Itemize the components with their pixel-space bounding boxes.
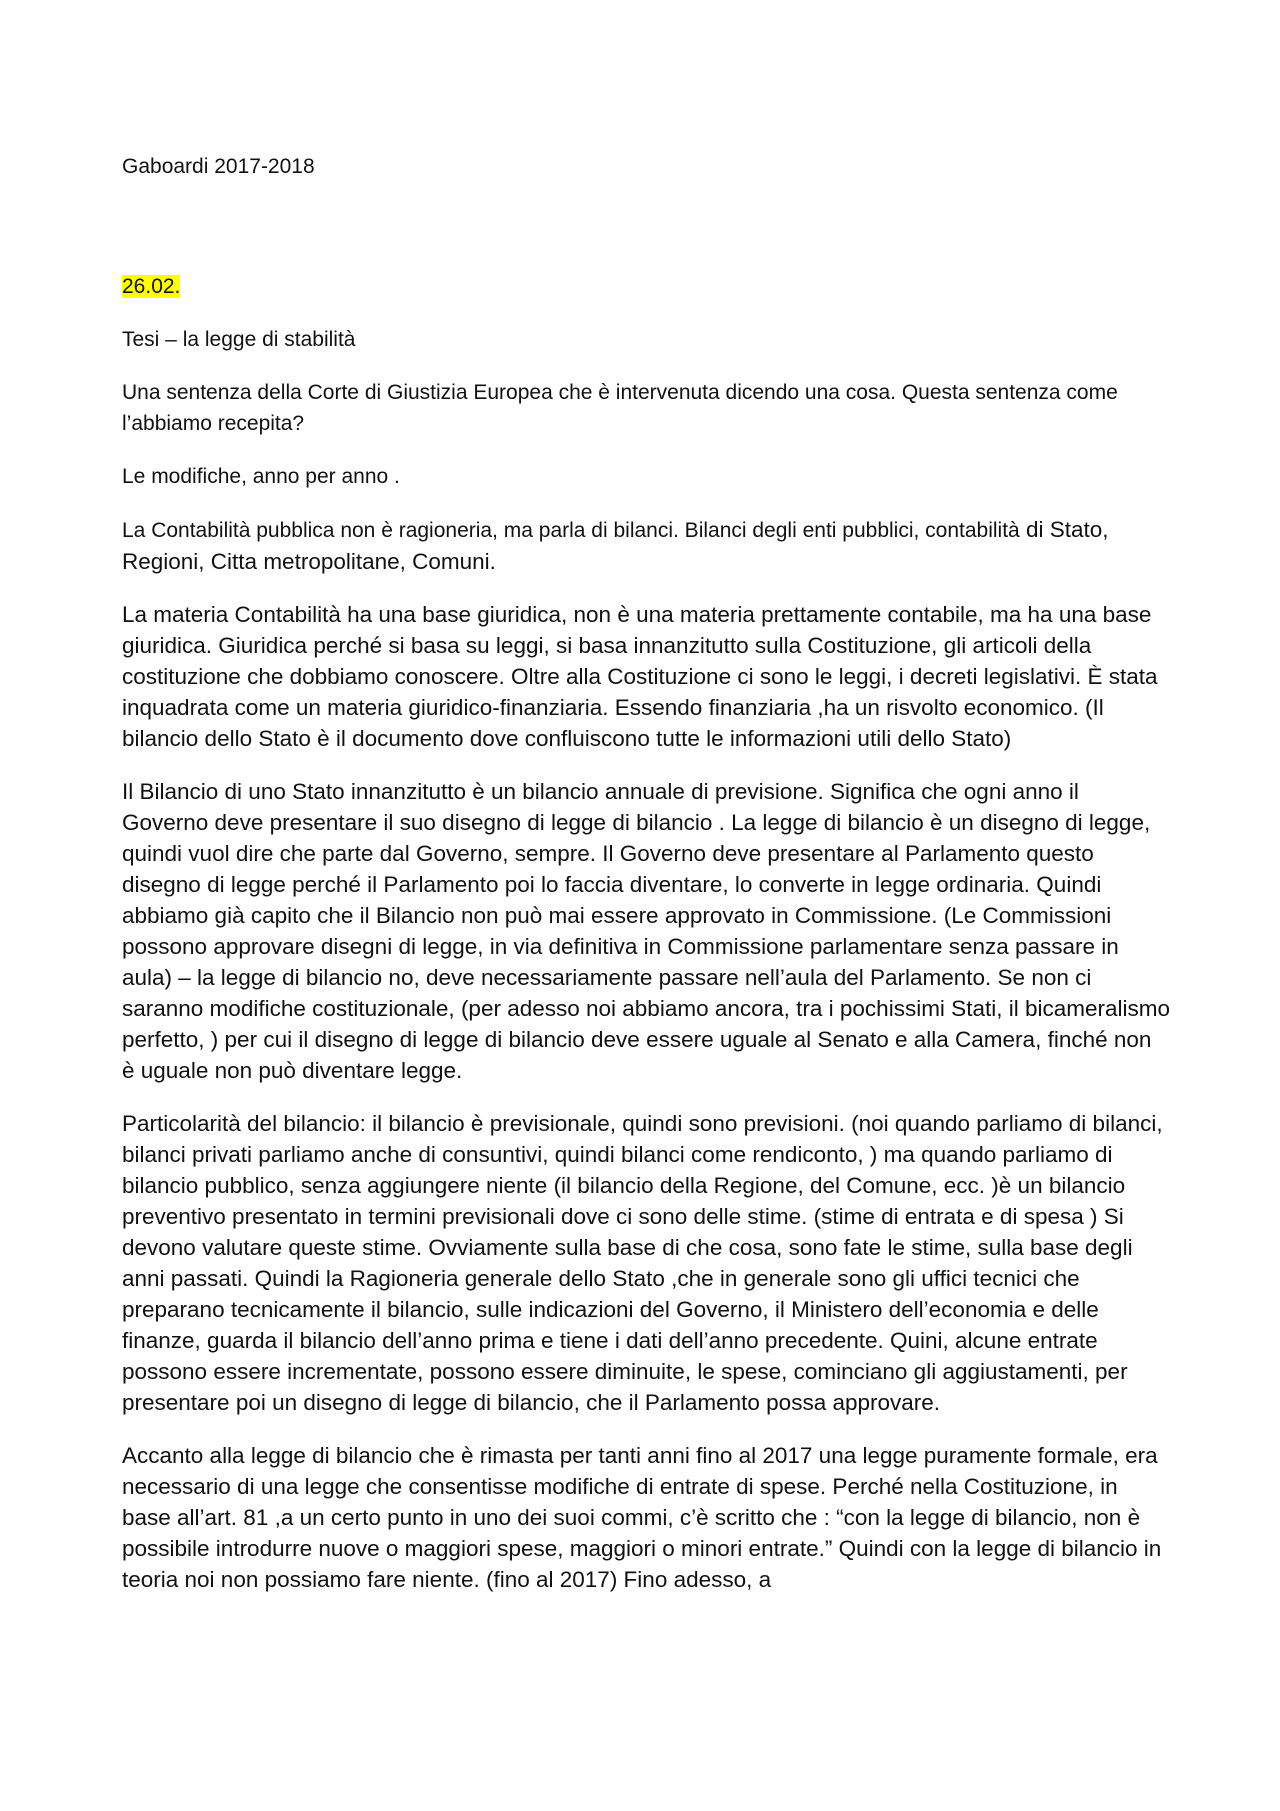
paragraph-state-budget: Il Bilancio di uno Stato innanzitutto è un bilancio annuale di previsione. Significa che ogni anno il Governo deve presentare il suo disegno di legge di bilancio . La legge di bilancio è un disegno di legge, quindi vuol dire che parte dal Governo, sempre. Il Governo deve presentare al Parlamento questo disegno di legge perché il Parlamento poi lo faccia diventare, lo converte in legge ordinaria. Quindi abbiamo già capito che il Bilancio non può mai essere approvato in Commissione. (Le Commissioni possono approvare disegni di legge, in via definitiva in Commissione parlamentare senza passare in aula) – la legge di bilancio no, deve necessariamente passare nell’aula del Parlamento. Se non ci saranno modifiche costituzionale, (per adesso noi abbiamo ancora, tra i pochissimi Stati, il bicameralismo perfetto, ) per cui il disegno di legge di bilancio deve essere uguale al Senato e alla Camera, finché non è uguale non può diventare legge. <box>122 779 1170 1083</box>
paragraph-budget-features: Particolarità del bilancio: il bilancio è previsionale, quindi sono previsioni. (noi quando parliamo di bilanci, bilanci privati parliamo anche di consuntivi, quindi bilanci come rendiconto, ) ma quando parliamo di bilancio pubblico, senza aggiungere niente (il bilancio della Regione, del Comune, ecc. )è un bilancio preventivo presentato in termini previsionali dove ci sono delle stime. (stime di entrata e di spesa ) Si devono valutare queste stime. Ovviamente sulla base di che cosa, sono fate le stime, sulla base degli anni passati. Quindi la Ragioneria generale dello Stato ,che in generale sono gli uffici tecnici che preparano tecnicamente il bilancio, sulle indicazioni del Governo, il Ministero dell’economia e delle finanze, guarda il bilancio dell’anno prima e tiene i dati dell’anno precedente. Quini, alcune entrate possono essere incrementate, possono essere diminuite, le spese, cominciano gli aggiustamenti, per presentare poi un disegno di legge di bilancio, che il Parlamento possa approvare. <box>122 1111 1163 1415</box>
paragraph-legal-basis: La materia Contabilità ha una base giuridica, non è una materia prettamente contabile, ma ha una base giuridica. Giuridica perché si basa su leggi, si basa innanzitutto sulla Costituzione, gli articoli della costituzione che dobbiamo conoscere. Oltre alla Costituzione ci sono le leggi, i decreti legislativi. È stata inquadrata come un materia giuridico-finanziaria. Essendo finanziaria ,ha un risvolto economico. (Il bilancio dello Stato è il documento dove confluiscono tutte le informazioni utili dello Stato) <box>122 602 1158 751</box>
paragraph-thesis: Tesi – la legge di stabilità <box>122 328 356 351</box>
paragraph-modifications: Le modifiche, anno per anno . <box>122 465 400 488</box>
paragraph-budget-law: Accanto alla legge di bilancio che è rimasta per tanti anni fino al 2017 una legge puramente formale, era necessario di una legge che consentisse modifiche di entrate di spese. Perché nella Costituzione, in base all’art. 81 ,a un certo punto in uno dei suoi commi, c’è scritto che : “con la legge di bilancio, non è possibile introdurre nuove o maggiori spese, maggiori o minori entrate.” Quindi con la legge di bilancio in teoria noi non possiamo fare niente. (fino al 2017) Fino adesso, a <box>122 1443 1162 1592</box>
document-header: Gaboardi 2017-2018 <box>122 155 315 178</box>
paragraph-public-accounting-part2: di Stato, Regioni, Citta metropolitane, Comuni. <box>122 517 1109 574</box>
paragraph-public-accounting-part1: La Contabilità pubblica non è ragioneria, ma parla di bilanci. Bilanci degli enti pubblici, contabilità <box>122 519 1020 542</box>
document-body <box>122 152 1170 1595</box>
paragraph-public-accounting <box>122 514 1170 577</box>
date-highlight: 26.02. <box>122 275 181 298</box>
paragraph-court-ruling: Una sentenza della Corte di Giustizia Europea che è intervenuta dicendo una cosa. Questa sentenza come l’abbiamo recepita? <box>122 381 1118 435</box>
lecture-date <box>122 272 1170 302</box>
